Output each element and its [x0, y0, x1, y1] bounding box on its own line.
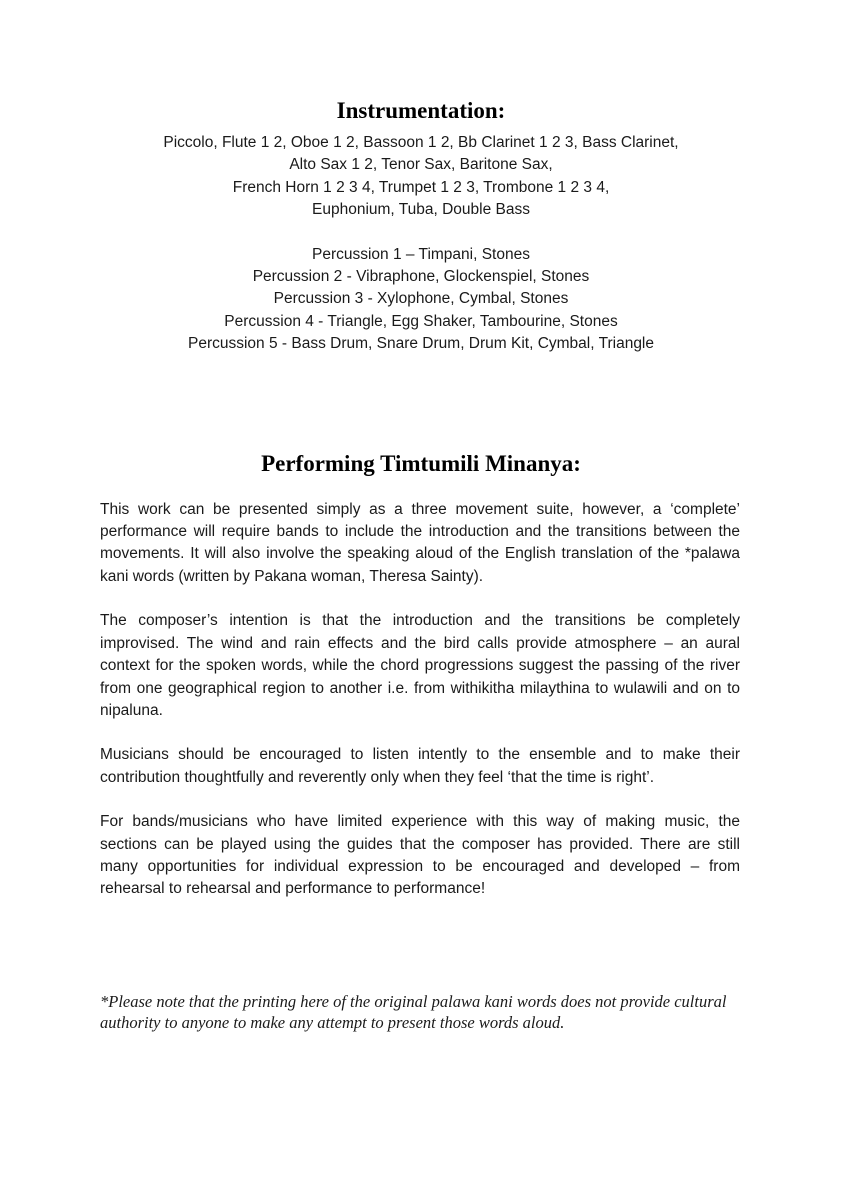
- winds-line: French Horn 1 2 3 4, Trumpet 1 2 3, Trombone 1 2 3 4,: [232, 178, 610, 196]
- percussion-line: Percussion 3 - Xylophone, Cymbal, Stones: [273, 290, 569, 308]
- percussion-line: Percussion 5 - Bass Drum, Snare Drum, Drum Kit, Cymbal, Triangle: [188, 335, 654, 353]
- percussion-list: [0, 244, 842, 356]
- winds-line: Piccolo, Flute 1 2, Oboe 1 2, Bassoon 1 2, Bb Clarinet 1 2 3, Bass Clarinet,: [163, 134, 679, 151]
- winds-list: [0, 132, 842, 222]
- percussion-line: Percussion 4 - Triangle, Egg Shaker, Tambourine, Stones: [224, 312, 618, 330]
- percussion-line: Percussion 2 - Vibraphone, Glockenspiel, Stones: [252, 268, 590, 286]
- winds-line: Alto Sax 1 2, Tenor Sax, Baritone Sax,: [289, 156, 553, 174]
- percussion-line: Percussion 1 – Timpani, Stones: [312, 245, 530, 263]
- instrumentation-section: [0, 0, 842, 356]
- paragraph: This work can be presented simply as a three movement suite, however, a ‘complete’ performance will require bands to include the introduction and the transitions between the movements. It will also involve the speaking aloud of the English translation of the *palawa kani words (written by Pakana woman, Theresa Sainty).: [100, 500, 740, 585]
- instrumentation-heading: Instrumentation:: [336, 98, 506, 123]
- performing-body: [100, 499, 740, 901]
- performing-heading: Performing Timtumili Minanya:: [261, 450, 581, 476]
- paragraph: For bands/musicians who have limited experience with this way of making music, the sections can be played using the guides that the composer has provided. There are still many opportunities for individual expression to be encouraged and developed – from rehearsal to rehearsal and performance to performance!: [100, 813, 740, 898]
- paragraph: Musicians should be encouraged to listen intently to the ensemble and to make their contribution thoughtfully and reverently only when they feel ‘that the time is right’.: [100, 746, 740, 786]
- footnote: *Please note that the printing here of the original palawa kani words does not provide cultural authority to anyone to make any attempt to present those words aloud.: [100, 991, 727, 1033]
- winds-line: Euphonium, Tuba, Double Bass: [312, 201, 530, 219]
- performing-section: [0, 450, 842, 901]
- paragraph: The composer’s intention is that the introduction and the transitions be completely improvised. The wind and rain effects and the bird calls provide atmosphere – an aural context for the spoken words, while the chord progressions suggest the passing of the river from one geographical region to another i.e. from withikitha milaythina to wulawili and on to nipaluna.: [100, 612, 740, 719]
